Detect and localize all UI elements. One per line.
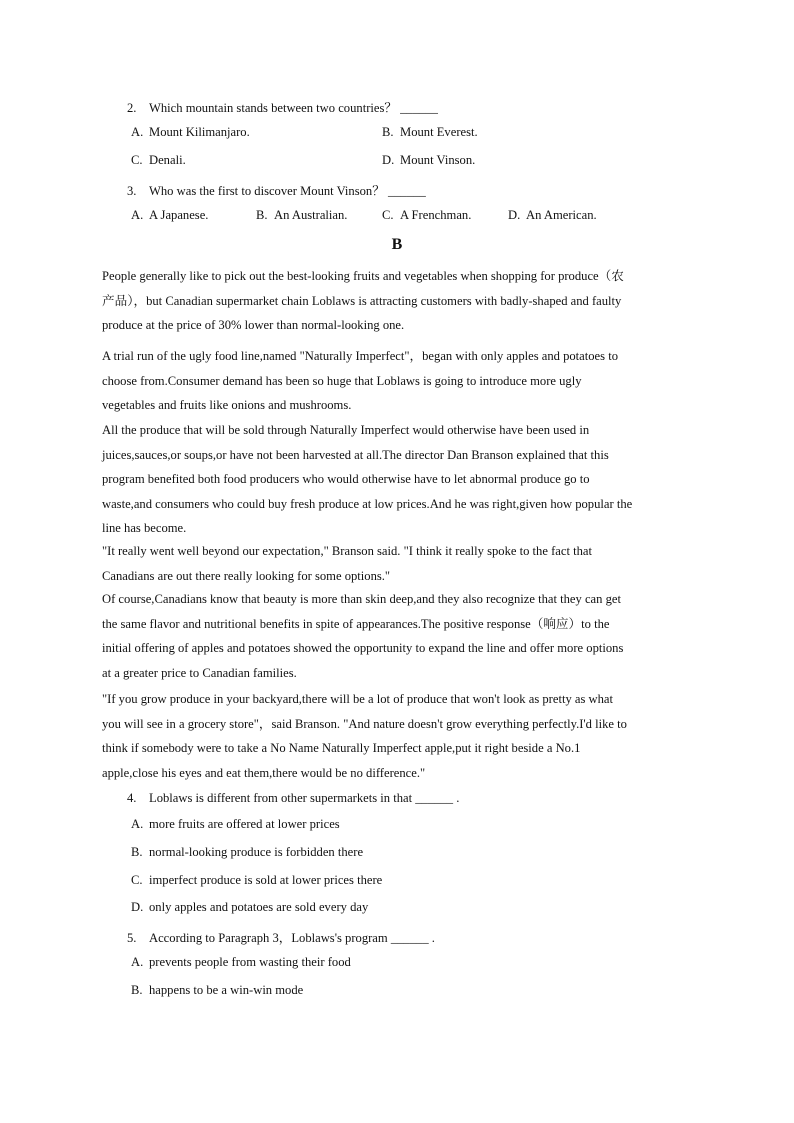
option-text: Mount Everest.: [400, 125, 478, 139]
question-2: [127, 97, 438, 116]
option-4b: [131, 845, 363, 860]
question-text: According to Paragraph 3，Loblaws's program ______ .: [149, 931, 435, 945]
option-2b: [382, 125, 478, 140]
question-text: Who was the first to discover Mount Vinson？ ______: [149, 184, 426, 198]
paragraph-line: vegetables and fruits like onions and mushrooms.: [102, 398, 352, 412]
question-number: 2.: [127, 101, 137, 115]
paragraph-2: [102, 344, 694, 418]
option-letter: C.: [131, 873, 143, 887]
question-4: [127, 791, 459, 806]
paragraph-6: [102, 687, 694, 785]
option-text: Denali.: [149, 153, 186, 167]
option-3c: [382, 208, 471, 223]
option-letter: B.: [256, 208, 268, 222]
question-number: 3.: [127, 184, 137, 198]
option-letter: B.: [131, 983, 143, 997]
paragraph-line: A trial run of the ugly food line,named "Naturally Imperfect"，began with only apples and potatoes to: [102, 349, 618, 363]
option-letter: A.: [131, 208, 144, 222]
option-2d: [382, 153, 475, 168]
option-letter: D.: [382, 153, 395, 167]
option-text: An American.: [526, 208, 597, 222]
option-text: A Frenchman.: [400, 208, 472, 222]
option-3b: [256, 208, 347, 223]
option-text: A Japanese.: [149, 208, 209, 222]
paragraph-line: produce at the price of 30% lower than normal-looking one.: [102, 318, 405, 332]
paragraph-line: "It really went well beyond our expectation," Branson said. "I think it really spoke to the fact that: [102, 544, 593, 558]
option-5b: [131, 983, 303, 998]
paragraph-line: the same flavor and nutritional benefits in spite of appearances.The positive response（响应）to the: [102, 616, 610, 631]
option-letter: A.: [131, 125, 144, 139]
paragraph-line: 产品），but Canadian supermarket chain Loblaws is attracting customers with badly-shaped and faulty: [102, 293, 622, 308]
option-letter: A.: [131, 955, 144, 969]
paragraph-line: think if somebody were to take a No Name Naturally Imperfect apple,put it right beside a No.1: [102, 741, 581, 755]
paragraph-line: juices,sauces,or soups,or have not been harvested at all.The director Dan Branson explained that this: [102, 447, 609, 462]
section-title: B: [391, 236, 403, 253]
option-text: more fruits are offered at lower prices: [149, 817, 340, 831]
question-number: 5.: [127, 931, 137, 945]
question-text: Loblaws is different from other supermarkets in that ______ .: [149, 791, 460, 805]
option-2c: [131, 153, 186, 168]
question-3: [127, 180, 426, 199]
paragraph-line: line has become.: [102, 521, 187, 535]
option-letter: D.: [131, 900, 144, 914]
paragraph-line: "If you grow produce in your backyard,there will be a lot of produce that won't look as pretty as what: [102, 692, 614, 706]
option-text: imperfect produce is sold at lower prices there: [149, 873, 383, 887]
paragraph-line: Canadians are out there really looking for some options.": [102, 568, 391, 583]
paragraph-4: [102, 539, 694, 588]
option-4c: [131, 873, 382, 888]
question-5: [127, 927, 435, 946]
option-text: An Australian.: [274, 208, 348, 222]
option-2a: [131, 125, 250, 140]
paragraph-3: [102, 418, 694, 541]
option-4d: [131, 900, 368, 915]
option-text: prevents people from wasting their food: [149, 955, 351, 969]
option-letter: A.: [131, 817, 144, 831]
option-text: only apples and potatoes are sold every day: [149, 900, 369, 914]
paragraph-line: apple,close his eyes and eat them,there would be no difference.": [102, 765, 426, 780]
option-3d: [508, 208, 597, 223]
paragraph-line: People generally like to pick out the best-looking fruits and vegetables when shopping for produce（农: [102, 269, 624, 283]
option-letter: B.: [131, 845, 143, 859]
paragraph-line: you will see in a grocery store"，said Branson. "And nature doesn't grow everything perfectly.I'd like to: [102, 716, 627, 731]
option-4a: [131, 817, 340, 832]
option-text: Mount Kilimanjaro.: [149, 125, 250, 139]
option-letter: C.: [382, 208, 394, 222]
paragraph-line: choose from.Consumer demand has been so huge that Loblaws is going to introduce more ugly: [102, 373, 582, 388]
question-number: 4.: [127, 791, 137, 805]
paragraph-line: program benefited both food producers who would otherwise have to let abnormal produce go to: [102, 472, 590, 486]
option-text: normal-looking produce is forbidden there: [149, 845, 364, 859]
question-text: Which mountain stands between two countries？ ______: [149, 101, 438, 115]
option-text: Mount Vinson.: [400, 153, 476, 167]
paragraph-line: initial offering of apples and potatoes showed the opportunity to expand the line and offer more options: [102, 641, 624, 655]
paragraph-line: waste,and consumers who could buy fresh produce at low prices.And he was right,given how popular the: [102, 496, 633, 511]
option-letter: D.: [508, 208, 521, 222]
paragraph-line: at a greater price to Canadian families.: [102, 665, 297, 680]
paragraph-line: Of course,Canadians know that beauty is more than skin deep,and they also recognize that they can get: [102, 592, 621, 606]
option-5a: [131, 955, 351, 970]
option-letter: B.: [382, 125, 394, 139]
option-text: happens to be a win-win mode: [149, 983, 304, 997]
option-3a: [131, 208, 208, 223]
paragraph-5: [102, 587, 694, 685]
option-letter: C.: [131, 153, 143, 167]
paragraph-1: [102, 264, 694, 338]
paragraph-line: All the produce that will be sold through Naturally Imperfect would otherwise have been used in: [102, 423, 590, 437]
